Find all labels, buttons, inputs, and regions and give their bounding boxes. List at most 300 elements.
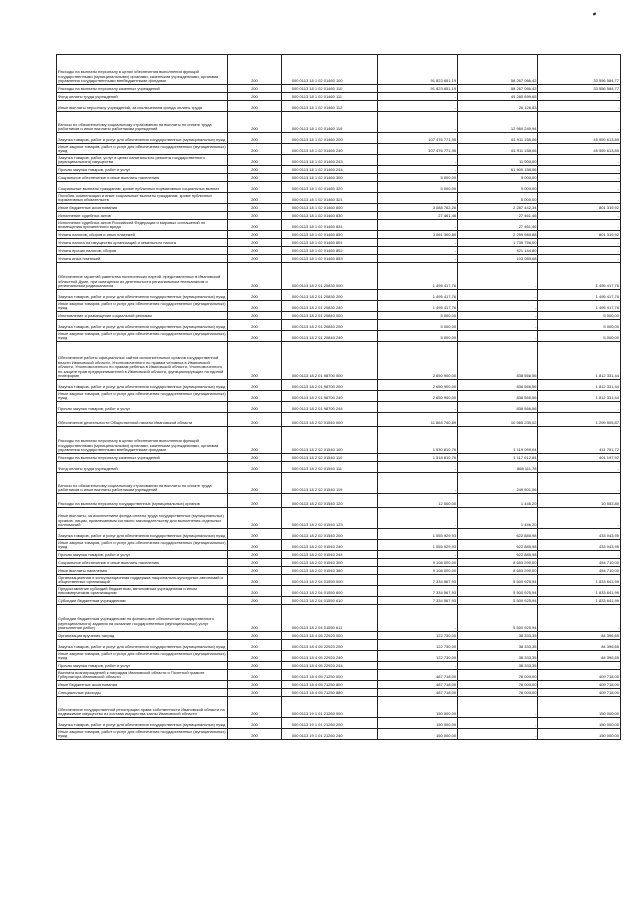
row-approved: 150 000,00 [377,697,457,718]
row-approved: 9 108 000,00 [377,567,457,575]
row-kbk: 000 0113 18 4 05 22920 000 [281,632,377,640]
row-code: 200 [228,133,282,144]
row-unexecuted: 84 396,65 [538,632,621,640]
row-name: Организационная и консультационная поддержка национально-культурных автономий и общественных организаций [57,575,228,586]
row-code: 200 [228,540,282,551]
table-row [57,540,621,551]
row-executed: 838 566,56 [458,380,538,391]
row-unexecuted: 5 000,00 [538,320,621,331]
table-row [57,301,621,312]
row-unexecuted: 45 559 613,89 [538,133,621,144]
row-unexecuted: - [538,112,621,133]
table-row [57,55,621,85]
row-kbk: 000 0113 18 1 02 01460 200 [281,133,377,144]
row-executed: 8 653 290,00 [458,567,538,575]
row-executed: 2 287 442,34 [458,204,538,212]
row-kbk: 000 0113 19 1 01 21260 000 [281,697,377,718]
row-name: Фонд оплаты труда учреждений [57,462,228,473]
row-unexecuted: 1 812 331,44 [538,342,621,380]
row-name: Закупка товаров, работ и услуг для обеспечения государственных (муниципальных) нужд [57,718,228,729]
row-name: Прочая закупка товаров, работ и услуг [57,402,228,413]
row-kbk: 000 0113 18 1 02 01460 110 [281,85,377,93]
row-approved: 107 476 771,95 [377,144,457,155]
row-unexecuted: 454 710,00 [538,559,621,567]
row-kbk: 000 0113 18 1 02 01460 320 [281,182,377,193]
row-code: 200 [228,575,282,586]
row-executed: 838 566,56 [458,402,538,413]
row-name: Закупка товаров, работ и услуг для обеспечения государственных (муниципальных) нужд [57,320,228,331]
row-name: Уплата иных платежей [57,255,228,263]
row-unexecuted: 10 553,80 [538,494,621,508]
row-approved: 91 823 651,19 [377,85,457,93]
row-name: Расходы на выплаты персоналу в целях обеспечения выполнения функций государственными (муниципальными) органами, казенными учреждениями, органами управления государственными внебюджетными фондами [57,55,228,85]
row-code: 200 [228,640,282,651]
table-row [57,112,621,133]
row-approved: 487 718,00 [377,670,457,681]
row-executed: 5 500 925,94 [458,586,538,597]
row-code: 200 [228,391,282,402]
row-unexecuted: 1 495 417,76 [538,290,621,301]
row-kbk: 000 0113 18 1 02 01460 853 [281,255,377,263]
table-row [57,567,621,575]
row-approved: - [377,605,457,632]
row-executed: 12 960 249,94 [458,112,538,133]
row-name: Иные выплаты персоналу учреждений, за исключением фонда оплаты труда [57,101,228,112]
row-kbk: 000 0113 18 1 02 01460 244 [281,166,377,174]
row-name: Закупка товаров, работ и услуг для обеспечения государственных (муниципальных) нужд [57,380,228,391]
row-executed: 61 911 158,06 [458,144,538,155]
row-executed: 10 565 235,02 [458,413,538,427]
row-name: Закупка товаров, работ и услуг для обеспечения государственных (муниципальных) нужд [57,133,228,144]
table-row [57,718,621,729]
row-executed: 26 126,83 [458,101,538,112]
table-row [57,586,621,597]
row-name: Иные закупки товаров, работ и услуг для обеспечения государственных (муниципальных) нужд [57,391,228,402]
table-row [57,462,621,473]
row-name: Пособия, компенсации и иные социальные выплаты гражданам, кроме публичных нормативных обязательств [57,193,228,204]
row-name: Прочая закупка товаров, работ и услуг [57,662,228,670]
row-unexecuted: 411 751,72 [538,427,621,454]
row-kbk: 000 0113 18 4 05 22920 244 [281,662,377,670]
row-name: Изготовление и размещение социальной рекламы [57,312,228,320]
row-code: 200 [228,93,282,101]
table-row [57,391,621,402]
row-approved: 5 000,00 [377,174,457,182]
row-name: Иные выплаты, за исключением фонда оплаты труда государственных (муниципальных) органов, лицам, привлекаемым согласно законодательству для выполнения отдельных полномочий [57,508,228,529]
row-approved: - [377,239,457,247]
row-unexecuted: 1 833 641,99 [538,597,621,605]
row-kbk: 000 0113 18 1 02 01460 800 [281,204,377,212]
row-kbk: 000 0113 19 1 01 21260 240 [281,729,377,740]
table-row [57,93,621,101]
table-row [57,402,621,413]
row-approved: 5 000,00 [377,320,457,331]
row-code: 200 [228,597,282,605]
table-row [57,551,621,559]
row-unexecuted: - [538,662,621,670]
row-executed: 61 911 158,06 [458,133,538,144]
table-row [57,413,621,427]
row-code: 200 [228,220,282,231]
row-executed: 61 900 158,06 [458,166,538,174]
row-unexecuted: - [538,212,621,220]
table-row [57,101,621,112]
row-kbk: 000 0113 18 2 01 98700 240 [281,391,377,402]
table-row [57,529,621,540]
row-name: Обеспечение гарантий равенства политических партий, представленных в Ивановской областной Думе, при освещении их деятельности региональным телеканалом и региональным радиоканалом [57,263,228,290]
row-kbk: 000 0113 18 2 02 01540 120 [281,494,377,508]
row-kbk: 000 0113 18 2 04 01550 600 [281,586,377,597]
row-kbk: 000 0113 18 2 02 01540 200 [281,529,377,540]
row-name: Закупка товаров, работ и услуг для обеспечения государственных (муниципальных) нужд [57,640,228,651]
table-row [57,231,621,239]
row-code: 200 [228,255,282,263]
row-unexecuted: 1 812 331,44 [538,380,621,391]
row-name: Обеспечение деятельности Общественной палаты Ивановской области [57,413,228,427]
row-unexecuted: - [538,462,621,473]
row-name: Социальные выплаты гражданам, кроме публичных нормативных социальных выплат [57,182,228,193]
row-code: 200 [228,380,282,391]
row-unexecuted: 1 495 417,76 [538,263,621,290]
row-code: 200 [228,586,282,597]
row-executed: 5 000,00 [458,182,538,193]
row-unexecuted: - [538,508,621,529]
row-approved: 2 650 900,00 [377,391,457,402]
row-kbk: 000 0113 18 1 02 01460 831 [281,220,377,231]
row-approved: 122 730,00 [377,632,457,640]
row-unexecuted: - [538,93,621,101]
row-code: 200 [228,193,282,204]
table-row [57,575,621,586]
row-approved: 487 718,00 [377,681,457,689]
row-unexecuted: - [538,605,621,632]
row-executed: 27 461,46 [458,220,538,231]
row-executed: 5 500 925,94 [458,597,538,605]
row-kbk: 000 0113 18 1 02 01460 300 [281,174,377,182]
table-row [57,632,621,640]
row-unexecuted: - [538,551,621,559]
row-code: 200 [228,567,282,575]
table-row [57,427,621,454]
row-unexecuted: 801 319,92 [538,204,621,212]
row-code: 200 [228,263,282,290]
row-executed: - [458,320,538,331]
row-unexecuted: 1 833 641,99 [538,586,621,597]
table-row [57,342,621,380]
row-name: Исполнение судебных актов Российской Федерации и мировых соглашений по возмещению причиненного вреда [57,220,228,231]
row-name: Иные закупки товаров, работ и услуг для обеспечения государственных (муниципальных) нужд [57,331,228,342]
row-executed: 38 333,35 [458,662,538,670]
row-approved: 11 864 740,89 [377,413,457,427]
row-kbk: 000 0113 18 2 01 20840 240 [281,331,377,342]
row-kbk: 000 0113 18 2 01 20830 000 [281,263,377,290]
row-executed: 2 259 980,88 [458,231,538,239]
row-code: 200 [228,212,282,220]
table-row [57,263,621,290]
row-approved: - [377,255,457,263]
row-approved: 1 055 929,93 [377,529,457,540]
row-executed: 38 333,35 [458,640,538,651]
row-approved: 9 108 000,00 [377,559,457,567]
row-code: 200 [228,413,282,427]
row-approved: 1 495 417,76 [377,290,457,301]
row-name: Обеспечение работы официальных сайтов исполнительных органов государственной власти Ивановской области, Уполномоченного по правам человека в Ивановской области, Уполномоченного по правам ребенка в Ивановской области, Уполномоченного по защите прав предпринимателей в Ивановской области, функционирующих на единой платформе [57,342,228,380]
row-unexecuted: 1 299 505,87 [538,413,621,427]
row-name: Иные закупки товаров, работ и услуг для обеспечения государственных (муниципальных) нужд [57,144,228,155]
row-kbk: 000 0113 18 2 02 01540 119 [281,473,377,494]
row-kbk: 000 0113 18 2 02 01540 300 [281,559,377,567]
row-approved: 122 730,00 [377,651,457,662]
row-approved: 12 000,00 [377,494,457,508]
row-unexecuted: - [538,182,621,193]
row-kbk: 000 0113 18 2 02 01540 000 [281,413,377,427]
row-executed: 103 080,08 [458,255,538,263]
row-unexecuted: 1 833 641,99 [538,575,621,586]
row-code: 200 [228,551,282,559]
row-code: 200 [228,301,282,312]
row-approved: 7 334 567,93 [377,586,457,597]
row-code: 200 [228,290,282,301]
row-approved: 2 650 900,00 [377,342,457,380]
row-name: Расходы на выплаты персоналу казенных учреждений [57,85,228,93]
row-code: 200 [228,112,282,133]
table-row [57,662,621,670]
row-unexecuted: 433 043,95 [538,540,621,551]
row-kbk: 000 0113 18 1 02 01460 243 [281,155,377,166]
row-code: 200 [228,55,282,85]
row-code: 200 [228,166,282,174]
row-unexecuted: 433 043,95 [538,529,621,540]
row-unexecuted: - [538,402,621,413]
row-approved: 1 495 417,76 [377,301,457,312]
row-code: 200 [228,681,282,689]
row-executed: 78 000,00 [458,689,538,697]
table-row [57,220,621,231]
row-name: Расходы на выплаты персоналу казенных учреждений [57,454,228,462]
row-name: Субсидии бюджетным учреждениям на финансовое обеспечение государственного (муниципального) задания на оказание государственных (муниципальных) услуг (выполнение работ) [57,605,228,632]
row-approved: - [377,112,457,133]
row-executed: 27 461,46 [458,212,538,220]
table-row [57,239,621,247]
row-approved: - [377,508,457,529]
row-kbk: 000 0113 18 4 05 22920 240 [281,651,377,662]
row-executed: 1 446,20 [458,494,538,508]
row-approved: 1 518 810,76 [377,454,457,462]
table-row [57,133,621,144]
row-unexecuted: - [538,174,621,182]
row-executed: 58 267 066,42 [458,85,538,93]
table-row [57,559,621,567]
table-row [57,729,621,740]
row-approved: 1 495 417,76 [377,263,457,290]
row-code: 200 [228,239,282,247]
row-unexecuted: 150 000,00 [538,729,621,740]
row-executed: 1 117 612,84 [458,454,538,462]
table-row [57,174,621,182]
table-row [57,605,621,632]
row-approved: 5 000,00 [377,182,457,193]
row-kbk: 000 0113 18 1 02 01460 852 [281,247,377,255]
row-executed: - [458,301,538,312]
row-name: Фонд оплаты труда учреждений [57,93,228,101]
row-name: Иные выплаты населению [57,567,228,575]
row-code: 200 [228,462,282,473]
table-row [57,640,621,651]
row-approved: 7 334 567,93 [377,597,457,605]
table-row [57,508,621,529]
row-unexecuted: - [538,239,621,247]
row-kbk: 000 0113 18 1 02 01460 100 [281,55,377,85]
row-approved: - [377,101,457,112]
row-unexecuted: 33 556 584,77 [538,85,621,93]
row-name: Иные закупки товаров, работ и услуг для обеспечения государственных (муниципальных) нужд [57,651,228,662]
row-executed: 1 119 059,04 [458,427,538,454]
row-kbk: 000 0113 18 2 01 98700 200 [281,380,377,391]
row-kbk: 000 0113 18 1 02 01460 112 [281,101,377,112]
row-name: Предоставление субсидий бюджетным, автономным учреждениям и иным некоммерческим организациям [57,586,228,597]
row-unexecuted: 409 718,00 [538,689,621,697]
row-unexecuted: - [538,255,621,263]
row-approved: 487 718,00 [377,689,457,697]
row-name: Исполнение судебных актов [57,212,228,220]
row-unexecuted: - [538,473,621,494]
row-executed: - [458,312,538,320]
table-row [57,331,621,342]
table-row [57,212,621,220]
row-unexecuted: - [538,101,621,112]
row-code: 200 [228,174,282,182]
table-row [57,204,621,212]
row-name: Организация вручения наград [57,632,228,640]
row-unexecuted: - [538,166,621,174]
row-code: 200 [228,247,282,255]
row-approved: - [377,193,457,204]
scan-mark [593,12,597,15]
row-approved: 5 000,00 [377,312,457,320]
row-code: 200 [228,559,282,567]
row-unexecuted: 45 559 613,89 [538,144,621,155]
row-executed: - [458,290,538,301]
table-row [57,473,621,494]
row-code: 200 [228,508,282,529]
row-executed: 1 446,20 [458,508,538,529]
row-executed: - [458,697,538,718]
row-kbk: 000 0113 18 2 04 01550 000 [281,575,377,586]
row-approved: 2 650 900,00 [377,380,457,391]
table-row [57,597,621,605]
row-name: Прочая закупка товаров, работ и услуг [57,551,228,559]
row-kbk: 000 0113 18 1 02 01460 851 [281,239,377,247]
table-row [57,247,621,255]
row-code: 200 [228,729,282,740]
row-kbk: 000 0113 18 2 02 01540 100 [281,427,377,454]
row-code: 200 [228,155,282,166]
row-name: Обеспечение государственной регистрации права собственности Ивановской области на недвижимое имущество из состава имущества казны Ивановской области [57,697,228,718]
row-approved: 91 823 651,19 [377,55,457,85]
row-name: Взносы по обязательному социальному страхованию на выплаты по оплате труда работников и иные выплаты работникам учреждений [57,112,228,133]
row-executed: 58 267 066,42 [458,55,538,85]
row-code: 200 [228,670,282,681]
row-kbk: 000 0113 18 1 02 01460 111 [281,93,377,101]
table-row [57,85,621,93]
row-kbk: 000 0113 18 2 01 20840 200 [281,320,377,331]
row-approved: - [377,155,457,166]
row-code: 200 [228,144,282,155]
row-code: 200 [228,312,282,320]
row-executed: 5 500 925,94 [458,575,538,586]
row-approved: 107 476 771,95 [377,133,457,144]
row-kbk: 000 0113 18 2 02 01540 110 [281,454,377,462]
row-code: 200 [228,651,282,662]
row-unexecuted: - [538,220,621,231]
row-approved: - [377,166,457,174]
row-executed: 78 000,00 [458,670,538,681]
table-row [57,681,621,689]
table-row [57,166,621,174]
row-executed: - [458,263,538,290]
table-row [57,182,621,193]
row-kbk: 000 0113 18 1 02 01460 240 [281,144,377,155]
row-executed: 622 885,98 [458,551,538,559]
row-code: 200 [228,473,282,494]
row-name: Иные закупки товаров, работ и услуг для обеспечения государственных (муниципальных) нужд [57,301,228,312]
row-kbk: 000 0113 18 2 02 01540 244 [281,551,377,559]
row-kbk: 000 0113 18 1 02 01460 830 [281,212,377,220]
row-executed: 11 000,00 [458,155,538,166]
row-kbk: 000 0113 18 2 01 98700 000 [281,342,377,380]
table-row [57,689,621,697]
row-approved: - [377,462,457,473]
row-approved: - [377,551,457,559]
row-approved: 122 730,00 [377,640,457,651]
row-executed: 249 501,06 [458,473,538,494]
row-approved: 5 000,00 [377,331,457,342]
row-executed: 838 566,56 [458,391,538,402]
row-name: Субсидии бюджетным учреждениям [57,597,228,605]
row-name: Закупка товаров, работ, услуг в целях капитального ремонта государственного (муниципального) имущества [57,155,228,166]
row-kbk: 000 0113 18 1 02 01460 119 [281,112,377,133]
row-kbk: 000 0113 19 1 01 21260 200 [281,718,377,729]
row-name: Уплата налога на имущество организаций и земельного налога [57,239,228,247]
row-kbk: 000 0113 18 4 05 71250 800 [281,681,377,689]
row-approved: - [377,473,457,494]
row-name: Специальные расходы [57,689,228,697]
row-kbk: 000 0113 18 4 05 22920 200 [281,640,377,651]
row-kbk: 000 0113 18 1 02 01460 850 [281,231,377,239]
row-kbk: 000 0113 18 4 05 71250 880 [281,689,377,697]
row-approved: 150 000,00 [377,718,457,729]
row-code: 200 [228,689,282,697]
row-name: Иные закупки товаров, работ и услуг для обеспечения государственных (муниципальных) нужд [57,540,228,551]
row-unexecuted: 801 319,92 [538,231,621,239]
row-kbk: 000 0113 18 2 04 01550 610 [281,597,377,605]
row-name: Расходы на выплаты персоналу государственных (муниципальных) органов [57,494,228,508]
row-kbk: 000 0113 18 2 04 01550 611 [281,605,377,632]
row-name: Расходы на выплаты персоналу в целях обеспечения выполнения функций государственными (муниципальными) органами, казенными учреждениями, органами управления государственными внебюджетными фондами [57,427,228,454]
row-approved: 7 334 567,93 [377,575,457,586]
row-kbk: 000 0113 18 2 01 20840 000 [281,312,377,320]
table-row [57,155,621,166]
row-name: Уплата налогов, сборов и иных платежей [57,231,228,239]
row-kbk: 000 0113 18 2 02 01540 360 [281,567,377,575]
row-unexecuted: 150 000,00 [538,697,621,718]
row-code: 200 [228,632,282,640]
row-kbk: 000 0113 18 2 01 20830 240 [281,301,377,312]
row-unexecuted: 1 812 331,44 [538,391,621,402]
row-code: 200 [228,662,282,670]
row-unexecuted: 1 495 417,76 [538,301,621,312]
table-body [57,55,621,740]
